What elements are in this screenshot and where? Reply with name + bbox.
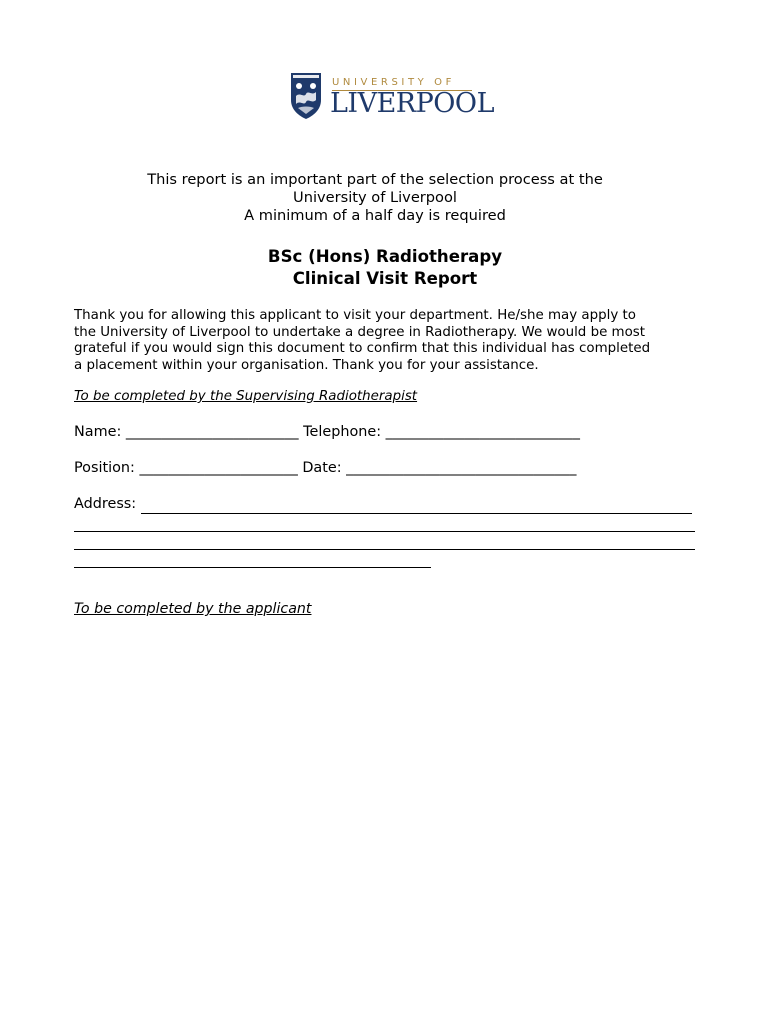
telephone-field[interactable]: ___________________________	[385, 424, 580, 440]
position-field[interactable]: ______________________	[139, 460, 298, 476]
address-field-line-1[interactable]	[141, 513, 692, 514]
logo-university-of-text: UNIVERSITY OF	[332, 77, 455, 88]
document-title	[0, 246, 768, 290]
body-line-1: Thank you for allowing this applicant to visit your department. He/she may apply to	[74, 308, 636, 323]
university-logo	[290, 72, 494, 122]
date-field[interactable]: ________________________________	[346, 460, 577, 476]
name-field[interactable]: ________________________	[125, 424, 299, 440]
body-line-3: grateful if you would sign this document to confirm that this individual has completed	[74, 341, 651, 357]
date-label: Date:	[302, 460, 342, 476]
intro-line-1: This report is an important part of the selection process at the	[147, 171, 603, 188]
applicant-section-label: To be completed by the applicant	[74, 601, 312, 617]
name-label: Name:	[74, 424, 122, 440]
body-line-2: the University of Liverpool to undertake a degree in Radiotherapy. We would be most	[74, 324, 646, 340]
position-date-row	[74, 460, 576, 476]
supervisor-section-label: To be completed by the Supervising Radiotherapist	[74, 389, 418, 404]
address-field-line-2[interactable]	[74, 531, 695, 532]
address-field-line-4[interactable]	[74, 567, 431, 568]
intro-line-3: A minimum of a half day is required	[244, 207, 506, 224]
position-label: Position:	[74, 460, 135, 476]
telephone-label: Telephone:	[303, 424, 382, 440]
address-label: Address:	[74, 496, 137, 512]
body-line-4: a placement within your organisation. Thank you for your assistance.	[74, 357, 539, 373]
address-field-line-3[interactable]	[74, 549, 695, 550]
address-row	[74, 496, 136, 512]
title-line-1: BSc (Hons) Radiotherapy	[267, 247, 503, 266]
name-telephone-row	[74, 424, 580, 440]
logo-liverpool-text: LIVERPOOL	[330, 88, 494, 119]
intro-text	[0, 171, 750, 225]
intro-line-2: University of Liverpool	[293, 189, 457, 206]
body-paragraph	[74, 308, 704, 374]
university-crest-icon	[290, 72, 322, 120]
title-line-2: Clinical Visit Report	[292, 269, 478, 288]
